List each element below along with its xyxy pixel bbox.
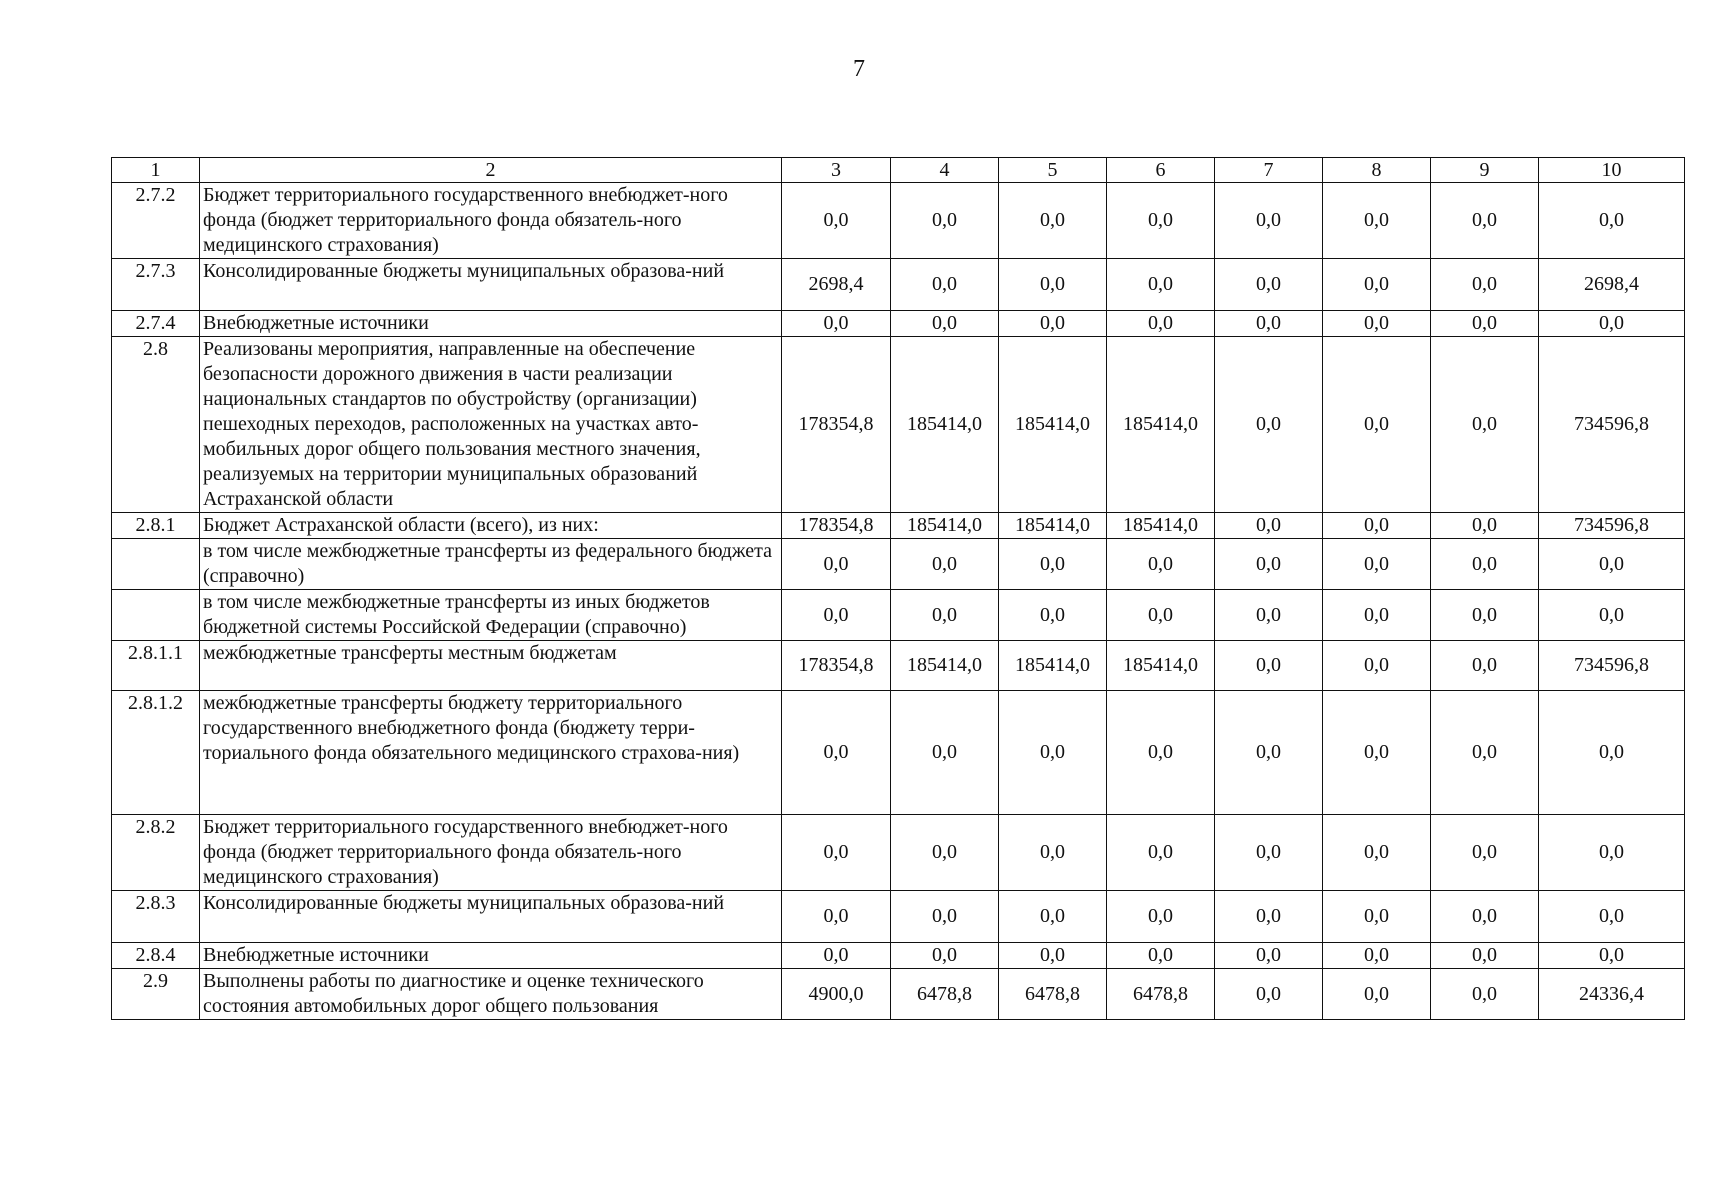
- value-cell: 0,0: [891, 183, 999, 259]
- table-row: [112, 183, 1685, 259]
- value-cell: 0,0: [1431, 590, 1539, 641]
- value-cell: 0,0: [1539, 943, 1685, 969]
- value-cell: 0,0: [1107, 815, 1215, 891]
- column-number-cell: 2: [200, 158, 782, 183]
- value-cell: 0,0: [1323, 891, 1431, 943]
- value-cell: 0,0: [1107, 691, 1215, 815]
- table-row: [112, 641, 1685, 691]
- value-cell: 0,0: [891, 691, 999, 815]
- column-number-cell: 10: [1539, 158, 1685, 183]
- value-cell: 0,0: [891, 590, 999, 641]
- value-cell: 0,0: [1215, 691, 1323, 815]
- row-description: межбюджетные трансферты местным бюджетам: [200, 641, 782, 691]
- value-cell: 185414,0: [1107, 337, 1215, 513]
- value-cell: 0,0: [1107, 259, 1215, 311]
- row-description: Реализованы мероприятия, направленные на обеспечение безопасности дорожного движения в части реализации национальных стандартов по обустройству (организации) пешеходных переходов, расположенных на участках авто-мобильных дорог общего пользования местного значения, реализуемых на территории муниципальных образований Астраханской области: [200, 337, 782, 513]
- value-cell: 185414,0: [891, 641, 999, 691]
- value-cell: 0,0: [1107, 539, 1215, 590]
- column-number-cell: 1: [112, 158, 200, 183]
- value-cell: 0,0: [1539, 590, 1685, 641]
- row-description: Консолидированные бюджеты муниципальных образова-ний: [200, 259, 782, 311]
- value-cell: 178354,8: [782, 337, 891, 513]
- value-cell: 0,0: [999, 891, 1107, 943]
- value-cell: 0,0: [782, 815, 891, 891]
- value-cell: 0,0: [999, 259, 1107, 311]
- value-cell: 185414,0: [1107, 513, 1215, 539]
- table-row: [112, 539, 1685, 590]
- value-cell: 4900,0: [782, 969, 891, 1020]
- value-cell: 185414,0: [999, 513, 1107, 539]
- value-cell: 0,0: [891, 891, 999, 943]
- value-cell: 2698,4: [782, 259, 891, 311]
- value-cell: 0,0: [1323, 337, 1431, 513]
- row-code: 2.8.1.2: [112, 691, 200, 815]
- column-number-cell: 4: [891, 158, 999, 183]
- value-cell: 0,0: [1215, 337, 1323, 513]
- table-row: [112, 969, 1685, 1020]
- table-row: [112, 513, 1685, 539]
- value-cell: 0,0: [782, 539, 891, 590]
- value-cell: 0,0: [1323, 590, 1431, 641]
- table-row: [112, 259, 1685, 311]
- value-cell: 6478,8: [891, 969, 999, 1020]
- value-cell: 185414,0: [891, 513, 999, 539]
- value-cell: 0,0: [891, 815, 999, 891]
- value-cell: 0,0: [1107, 943, 1215, 969]
- value-cell: 178354,8: [782, 641, 891, 691]
- table-row: [112, 815, 1685, 891]
- value-cell: 0,0: [782, 311, 891, 337]
- value-cell: 0,0: [1431, 259, 1539, 311]
- table-row: [112, 337, 1685, 513]
- value-cell: 0,0: [782, 183, 891, 259]
- value-cell: 185414,0: [999, 641, 1107, 691]
- value-cell: 6478,8: [999, 969, 1107, 1020]
- value-cell: 0,0: [1539, 183, 1685, 259]
- value-cell: 0,0: [1215, 513, 1323, 539]
- value-cell: 0,0: [1539, 311, 1685, 337]
- column-number-cell: 3: [782, 158, 891, 183]
- value-cell: 185414,0: [1107, 641, 1215, 691]
- column-number-cell: 8: [1323, 158, 1431, 183]
- value-cell: 0,0: [782, 691, 891, 815]
- row-code: [112, 590, 200, 641]
- value-cell: 0,0: [1323, 943, 1431, 969]
- value-cell: 0,0: [782, 891, 891, 943]
- value-cell: 0,0: [1215, 311, 1323, 337]
- value-cell: 0,0: [1539, 539, 1685, 590]
- value-cell: 0,0: [891, 311, 999, 337]
- value-cell: 0,0: [1107, 311, 1215, 337]
- table-row: [112, 943, 1685, 969]
- row-description: межбюджетные трансферты бюджету территориального государственного внебюджетного фонда (бюджету терри-ториального фонда обязательного медицинского страхова-ния): [200, 691, 782, 815]
- value-cell: 734596,8: [1539, 513, 1685, 539]
- row-code: 2.8: [112, 337, 200, 513]
- row-code: 2.9: [112, 969, 200, 1020]
- value-cell: 0,0: [1431, 815, 1539, 891]
- value-cell: 0,0: [999, 539, 1107, 590]
- value-cell: 6478,8: [1107, 969, 1215, 1020]
- value-cell: 0,0: [1323, 815, 1431, 891]
- value-cell: 0,0: [1431, 691, 1539, 815]
- value-cell: 0,0: [1215, 969, 1323, 1020]
- value-cell: 0,0: [1431, 337, 1539, 513]
- row-description: Выполнены работы по диагностике и оценке технического состояния автомобильных дорог общего пользования: [200, 969, 782, 1020]
- value-cell: 734596,8: [1539, 641, 1685, 691]
- value-cell: 178354,8: [782, 513, 891, 539]
- value-cell: 0,0: [999, 183, 1107, 259]
- row-description: Бюджет территориального государственного внебюджет-ного фонда (бюджет территориального фонда обязатель-ного медицинского страхования): [200, 183, 782, 259]
- row-description: в том числе межбюджетные трансферты из федерального бюджета (справочно): [200, 539, 782, 590]
- value-cell: 0,0: [891, 943, 999, 969]
- value-cell: 0,0: [1215, 539, 1323, 590]
- value-cell: 0,0: [1215, 183, 1323, 259]
- value-cell: 0,0: [1539, 691, 1685, 815]
- value-cell: 0,0: [1215, 943, 1323, 969]
- row-code: 2.7.4: [112, 311, 200, 337]
- value-cell: 0,0: [1539, 815, 1685, 891]
- value-cell: 0,0: [1107, 891, 1215, 943]
- value-cell: 0,0: [1431, 513, 1539, 539]
- value-cell: 0,0: [1431, 641, 1539, 691]
- value-cell: 0,0: [1215, 641, 1323, 691]
- row-description: Внебюджетные источники: [200, 943, 782, 969]
- table-row: [112, 891, 1685, 943]
- value-cell: 0,0: [1431, 183, 1539, 259]
- value-cell: 0,0: [1323, 641, 1431, 691]
- value-cell: 0,0: [999, 590, 1107, 641]
- row-description: Бюджет Астраханской области (всего), из них:: [200, 513, 782, 539]
- row-code: [112, 539, 200, 590]
- row-code: 2.7.2: [112, 183, 200, 259]
- column-number-row: [112, 158, 1685, 183]
- value-cell: 0,0: [1431, 969, 1539, 1020]
- table-row: [112, 590, 1685, 641]
- value-cell: 0,0: [1215, 259, 1323, 311]
- budget-table: [111, 157, 1685, 1020]
- row-code: 2.8.2: [112, 815, 200, 891]
- value-cell: 0,0: [1323, 183, 1431, 259]
- row-description: Консолидированные бюджеты муниципальных образова-ний: [200, 891, 782, 943]
- row-description: Бюджет территориального государственного внебюджет-ного фонда (бюджет территориального фонда обязатель-ного медицинского страхования): [200, 815, 782, 891]
- value-cell: 0,0: [1431, 943, 1539, 969]
- row-description: Внебюджетные источники: [200, 311, 782, 337]
- table-body: [112, 183, 1685, 1020]
- column-number-cell: 7: [1215, 158, 1323, 183]
- row-code: 2.8.1.1: [112, 641, 200, 691]
- table-row: [112, 311, 1685, 337]
- row-code: 2.8.3: [112, 891, 200, 943]
- value-cell: 0,0: [891, 259, 999, 311]
- value-cell: 734596,8: [1539, 337, 1685, 513]
- column-number-cell: 9: [1431, 158, 1539, 183]
- value-cell: 0,0: [1107, 590, 1215, 641]
- row-description: в том числе межбюджетные трансферты из иных бюджетов бюджетной системы Российской Федерации (справочно): [200, 590, 782, 641]
- value-cell: 0,0: [782, 590, 891, 641]
- page-number: 7: [853, 56, 865, 82]
- value-cell: 0,0: [782, 943, 891, 969]
- value-cell: 0,0: [1323, 259, 1431, 311]
- value-cell: 0,0: [1431, 891, 1539, 943]
- value-cell: 185414,0: [999, 337, 1107, 513]
- value-cell: 0,0: [1215, 590, 1323, 641]
- value-cell: 0,0: [999, 815, 1107, 891]
- value-cell: 0,0: [1323, 513, 1431, 539]
- row-code: 2.7.3: [112, 259, 200, 311]
- column-number-cell: 5: [999, 158, 1107, 183]
- row-code: 2.8.1: [112, 513, 200, 539]
- value-cell: 0,0: [1215, 815, 1323, 891]
- value-cell: 0,0: [1215, 891, 1323, 943]
- row-code: 2.8.4: [112, 943, 200, 969]
- value-cell: 0,0: [1107, 183, 1215, 259]
- value-cell: 0,0: [999, 691, 1107, 815]
- value-cell: 24336,4: [1539, 969, 1685, 1020]
- value-cell: 0,0: [891, 539, 999, 590]
- value-cell: 0,0: [1431, 311, 1539, 337]
- value-cell: 0,0: [1323, 691, 1431, 815]
- value-cell: 0,0: [1431, 539, 1539, 590]
- column-number-cell: 6: [1107, 158, 1215, 183]
- value-cell: 0,0: [999, 311, 1107, 337]
- value-cell: 0,0: [999, 943, 1107, 969]
- value-cell: 0,0: [1323, 311, 1431, 337]
- value-cell: 0,0: [1539, 891, 1685, 943]
- value-cell: 0,0: [1323, 969, 1431, 1020]
- value-cell: 2698,4: [1539, 259, 1685, 311]
- table-row: [112, 691, 1685, 815]
- value-cell: 0,0: [1323, 539, 1431, 590]
- value-cell: 185414,0: [891, 337, 999, 513]
